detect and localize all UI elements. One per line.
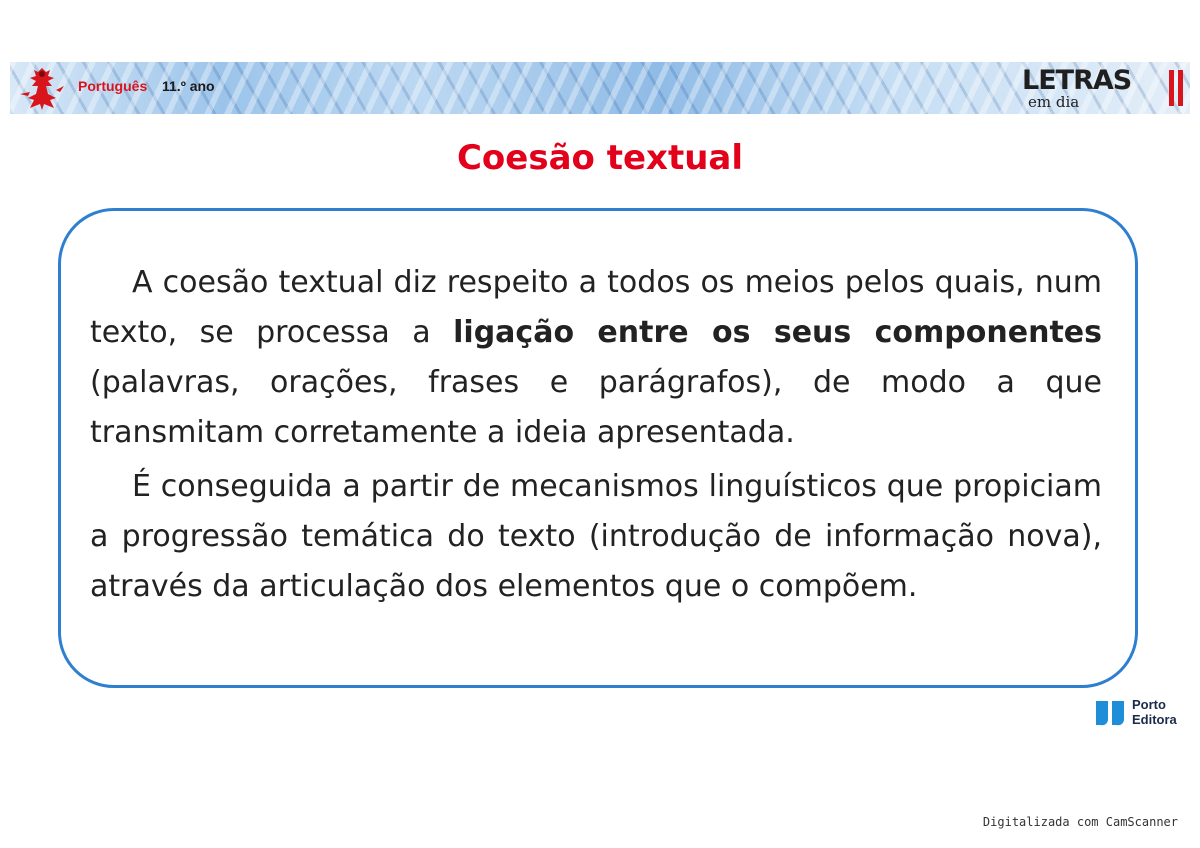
paragraph-1-end: (palavras, orações, frases e parágrafos), de modo a que transmitam corretamente a ideia apresentada. <box>90 365 1102 450</box>
definition-text <box>90 258 1102 616</box>
publisher-line-2: Editora <box>1132 712 1177 727</box>
publisher-logo <box>1094 697 1194 731</box>
roman-numeral-two-icon <box>1168 70 1184 106</box>
porto-editora-mark-icon <box>1094 699 1128 727</box>
brand-subtitle: em dia <box>1028 93 1080 111</box>
publisher-line-1: Porto <box>1132 697 1166 712</box>
page-title: Coesão textual <box>456 138 744 178</box>
publisher-name <box>1132 697 1177 727</box>
brand-logo <box>1022 66 1152 112</box>
red-figure-icon <box>16 64 68 112</box>
paragraph-1-start: A coesão textual diz respeito a todos os meios pelos quais, num texto, se processa a <box>90 265 1102 350</box>
year-label: 11.º ano <box>162 78 215 94</box>
header-banner <box>10 62 1190 114</box>
paragraph-1 <box>90 258 1102 458</box>
brand-name: LETRAS <box>1022 65 1132 96</box>
paragraph-1-bold: ligação entre os seus componentes <box>453 315 1102 350</box>
scanner-watermark: Digitalizada com CamScanner <box>982 815 1178 829</box>
paragraph-2: É conseguida a partir de mecanismos linguísticos que propiciam a progressão temática do texto (introdução de informação nova), através da articulação dos elementos que o compõem. <box>90 469 1102 604</box>
subject-label: Português <box>78 78 148 94</box>
